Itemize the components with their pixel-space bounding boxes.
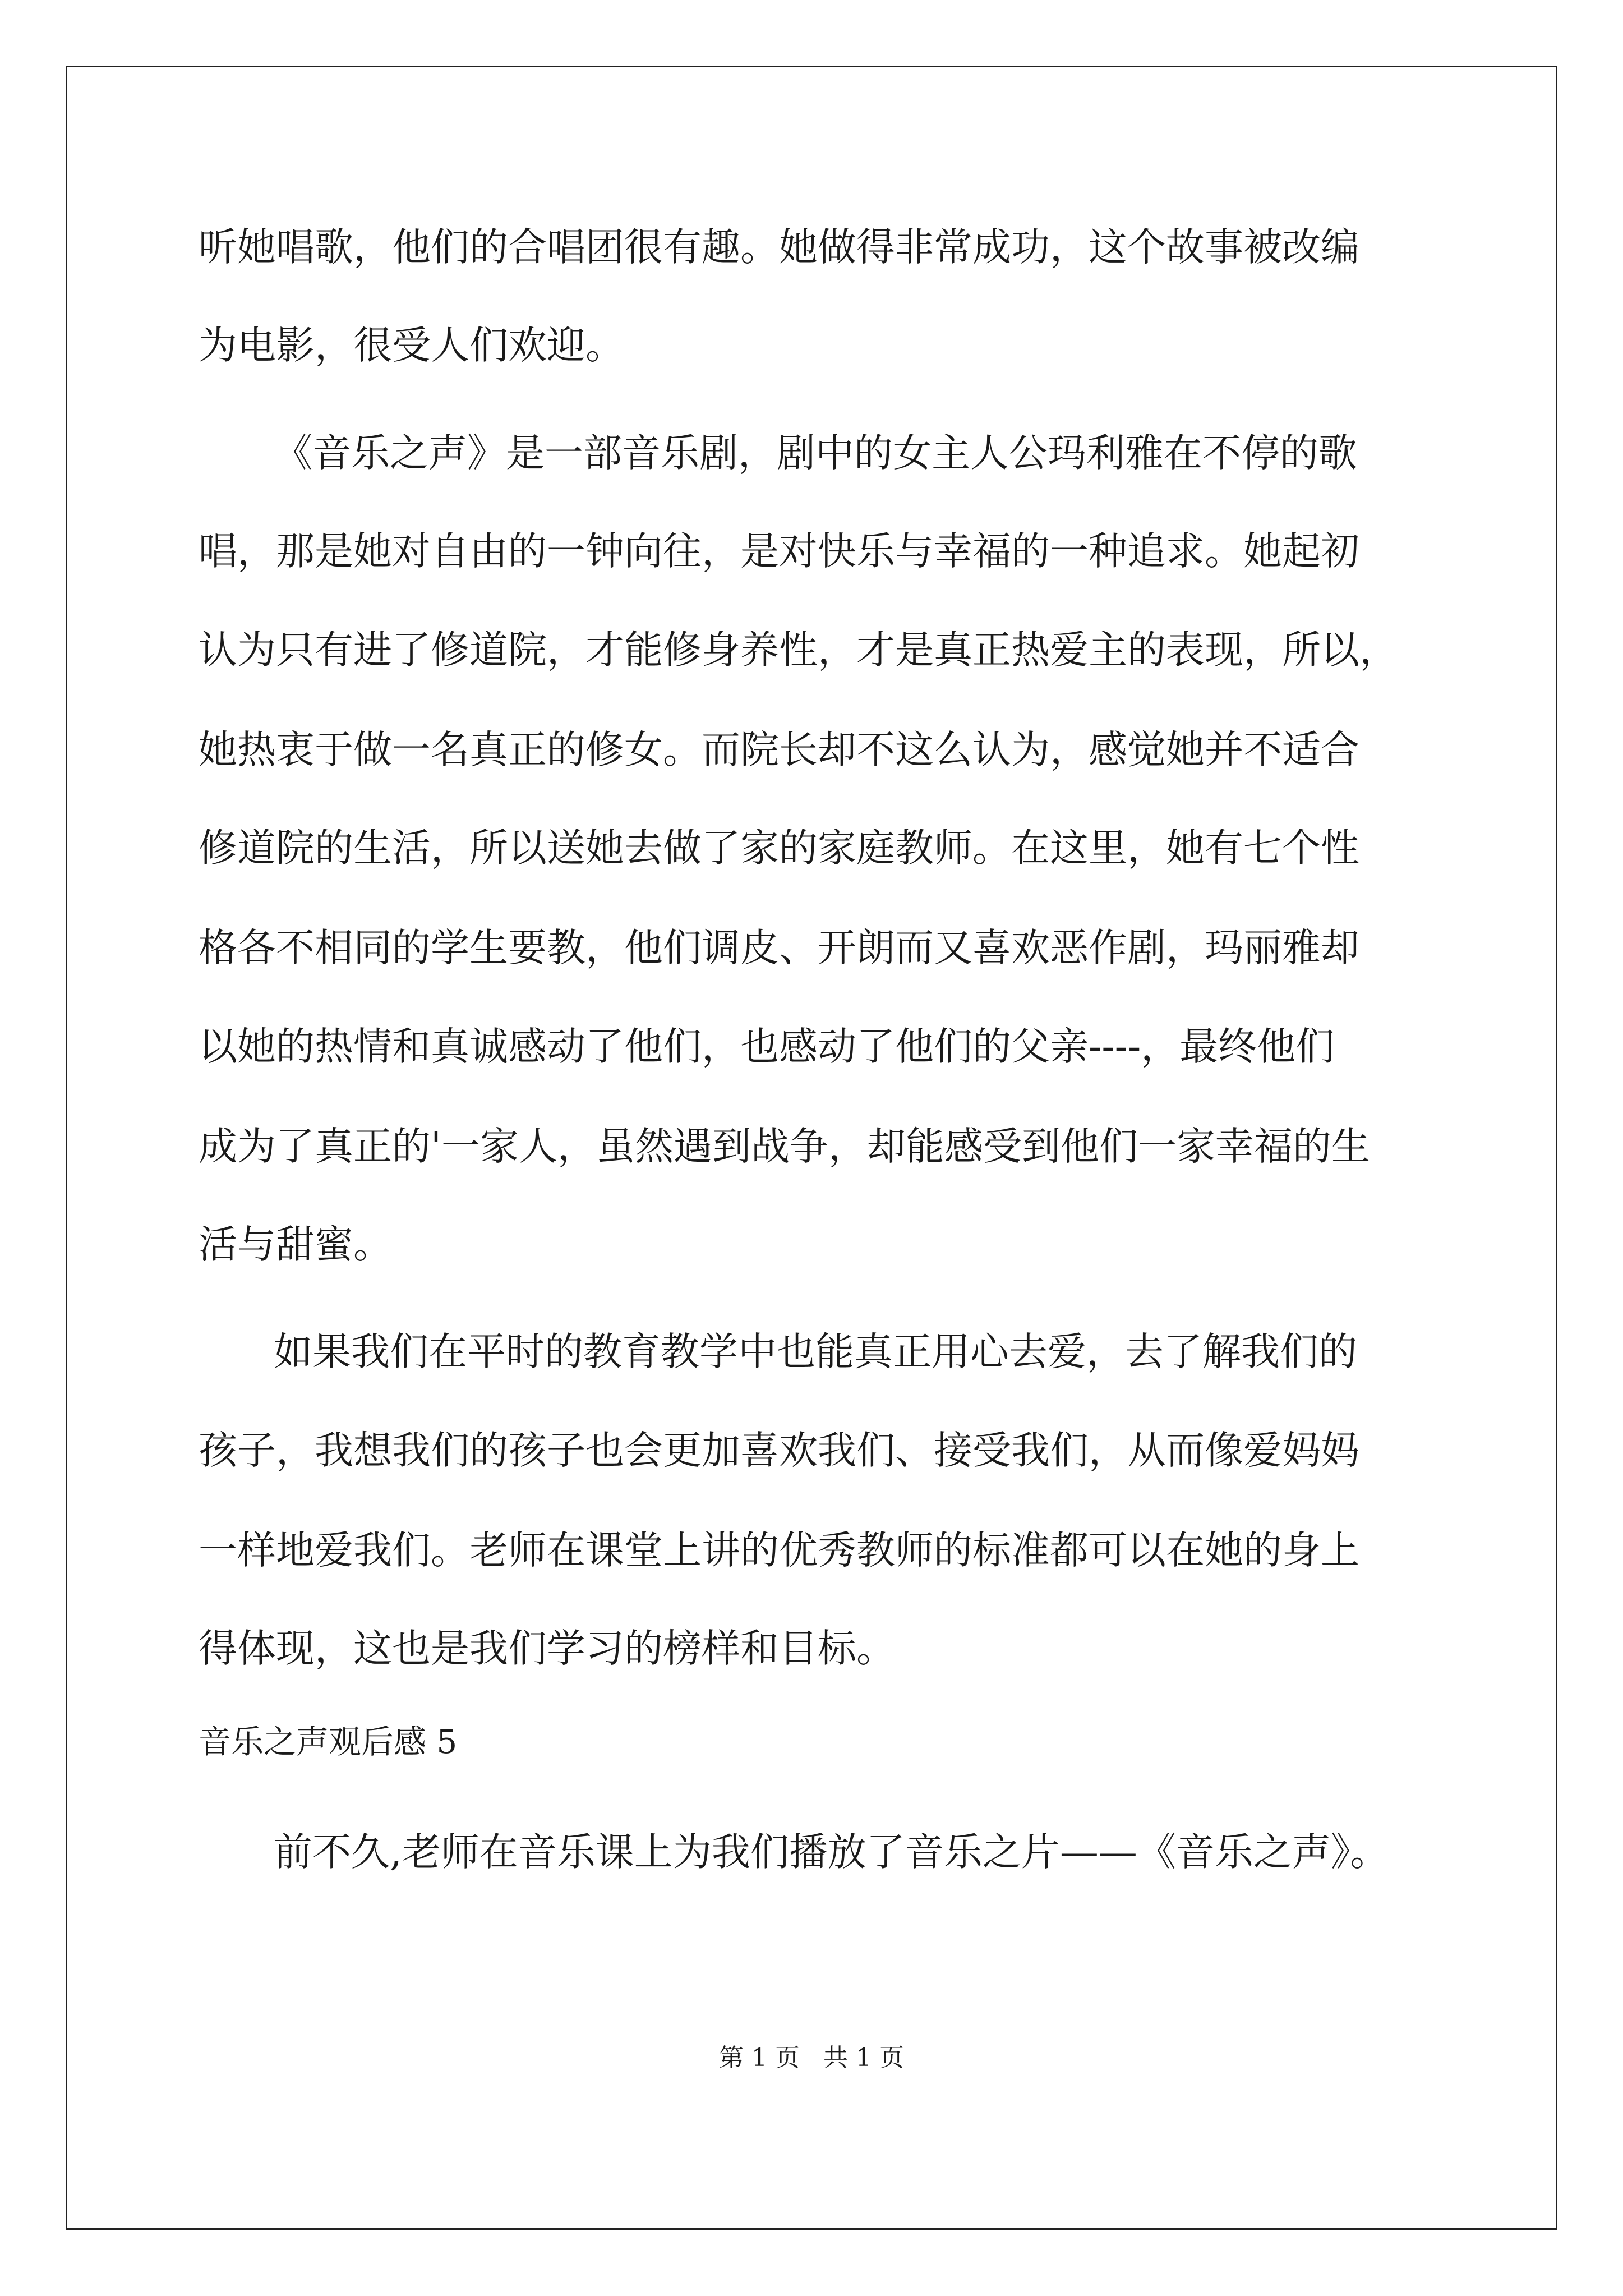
paragraph-line: 孩子，我想我们的孩子也会更加喜欢我们、接受我们，从而像爱妈妈 (199, 1428, 1359, 1473)
paragraph-line: 认为只有进了修道院，才能修身养性，才是真正热爱主的表现，所以， (199, 628, 1398, 673)
paragraph-line: 修道院的生活，所以送她去做了家的家庭教师。在这里，她有七个性 (199, 826, 1359, 871)
paragraph-line: 成为了真正的'一家人，虽然遇到战争，却能感受到他们一家幸福的生 (199, 1124, 1370, 1169)
paragraph-line: 听她唱歌，他们的合唱团很有趣。她做得非常成功，这个故事被改编 (199, 225, 1359, 270)
paragraph-line: 如果我们在平时的教育教学中也能真正用心去爱，去了解我们的 (274, 1329, 1357, 1374)
paragraph-line: 活与甜蜜。 (199, 1222, 392, 1267)
paragraph-line: 前不久,老师在音乐课上为我们播放了音乐之片——《音乐之声》。 (274, 1830, 1389, 1875)
paragraph-line: 《音乐之声》是一部音乐剧，剧中的女主人公玛利雅在不停的歌 (274, 431, 1357, 476)
paragraph-line: 她热衷于做一名真正的修女。而院长却不这么认为，感觉她并不适合 (199, 728, 1359, 772)
paragraph-line: 得体现，这也是我们学习的榜样和目标。 (199, 1626, 895, 1671)
paragraph-line: 为电影，很受人们欢迎。 (199, 323, 624, 368)
page-footer: 第 1 页 共 1 页 (719, 2044, 904, 2072)
paragraph-line: 以她的热情和真诚感动了他们，也感动了他们的父亲----，最终他们 (199, 1024, 1335, 1069)
section-heading: 音乐之声观后感 5 (199, 1723, 458, 1761)
paragraph-line: 格各不相同的学生要教，他们调皮、开朗而又喜欢恶作剧，玛丽雅却 (199, 926, 1359, 970)
paragraph-line: 一样地爱我们。老师在课堂上讲的优秀教师的标准都可以在她的身上 (199, 1528, 1359, 1573)
paragraph-line: 唱，那是她对自由的一钟向往，是对快乐与幸福的一种追求。她起初 (199, 529, 1359, 574)
